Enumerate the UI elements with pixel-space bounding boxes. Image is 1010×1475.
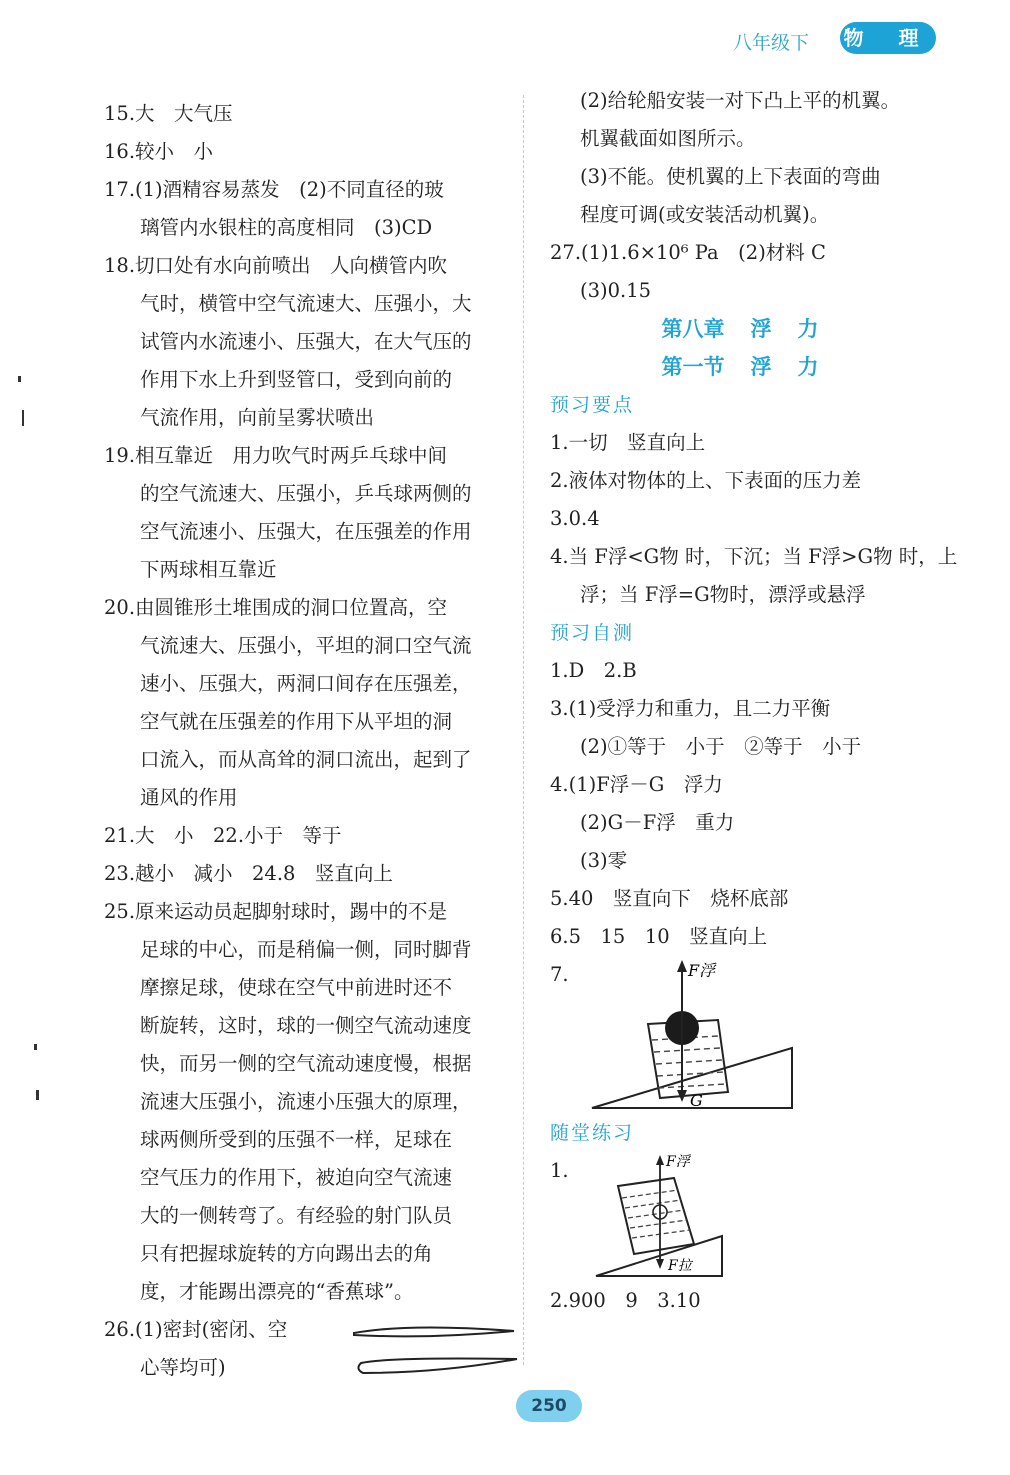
answer-line: 浮；当 F浮=G物时，漂浮或悬浮 [580,583,866,606]
answer-line: 23.越小 减小 24.8 竖直向上 [104,862,393,885]
answer-line: 16.较小 小 [104,140,214,163]
beaker [618,1178,694,1254]
answer-line: 空气流速小、压强大，在压强差的作用 [140,520,472,543]
answer-line: 通风的作用 [140,786,238,809]
answer-line: 1. [550,1159,569,1182]
answer-line: 7. [550,963,569,986]
answer-line: 口流入，而从高耸的洞口流出，起到了 [140,748,472,771]
incline [596,1236,722,1276]
left-answer-column [104,95,524,1387]
section-title: 第一节 浮 力 [661,355,819,379]
answer-line: 程度可调(或安装活动机翼)。 [580,203,830,226]
answer-line: 球两侧所受到的压强不一样，足球在 [140,1128,453,1151]
wing-cross-section-figure [349,1319,519,1379]
answer-line: 流速大压强小，流速小压强大的原理， [140,1090,472,1113]
answer-line: 试管内水流速小、压强大，在大气压的 [140,330,472,353]
answer-line: (3)0.15 [580,279,652,302]
buoyancy-label: F浮 [688,961,716,980]
answer-line: 断旋转，这时，球的一侧空气流动速度 [140,1014,472,1037]
answer-line: 17.(1)酒精容易蒸发 (2)不同直径的玻 [104,178,444,201]
header-subject-badge: 物 理 [840,22,936,54]
buoyancy-figure-7 [586,956,796,1116]
answer-line: (2)G－F浮 重力 [580,811,735,834]
answer-line: 快，而另一侧的空气流动速度慢，根据 [140,1052,472,1075]
answer-line: 25.原来运动员起脚射球时，踢中的不是 [104,900,448,923]
buoyancy-label: F浮 [666,1154,690,1170]
gravity-label: G [690,1091,703,1110]
self-test-heading: 预习自测 [550,622,635,644]
scan-mark [34,1044,37,1050]
answer-line: 心等均可) [140,1356,226,1379]
answer-line: 的空气流速大、压强小，乒乓球两侧的 [140,482,472,505]
tension-label: F拉 [668,1258,692,1274]
answer-line: 1.一切 竖直向上 [550,431,706,454]
answer-line: 速小、压强大，两洞口间存在压强差， [140,672,472,695]
answer-line: 气流速大、压强小，平坦的洞口空气流 [140,634,472,657]
scan-mark [36,1090,39,1100]
scan-mark [22,410,24,426]
answer-line: 2.液体对物体的上、下表面的压力差 [550,469,862,492]
chapter-title: 第八章 浮 力 [661,317,819,341]
scan-mark [18,376,21,382]
answer-line: 27.(1)1.6×10⁶ Pa (2)材料 C [550,241,826,264]
answer-line: 19.相互靠近 用力吹气时两乒乓球中间 [104,444,448,467]
answer-line: 璃管内水银柱的高度相同 (3)CD [140,216,433,239]
buoyancy-figure-practice [590,1152,730,1280]
practice-heading: 随堂练习 [550,1122,635,1144]
answer-line: 18.切口处有水向前喷出 人向横管内吹 [104,254,448,277]
answer-line: 3.0.4 [550,507,600,530]
answer-line: 只有把握球旋转的方向踢出去的角 [140,1242,433,1265]
answer-line: 4.(1)F浮－G 浮力 [550,773,723,796]
answer-line: (3)零 [580,849,628,872]
answer-line: 作用下水上升到竖管口，受到向前的 [140,368,453,391]
answer-line: 气时，横管中空气流速大、压强小，大 [140,292,472,315]
answer-line: 足球的中心，而是稍偏一侧，同时脚背 [140,938,472,961]
answer-line: 空气就在压强差的作用下从平坦的洞 [140,710,453,733]
answer-line: 15.大 大气压 [104,102,233,125]
answer-line: 5.40 竖直向下 烧杯底部 [550,887,789,910]
answer-line: (2)给轮船安装一对下凸上平的机翼。 [580,89,901,112]
answer-line: 4.当 F浮<G物 时，下沉；当 F浮>G物 时，上 [550,545,958,568]
answer-line: 21.大 小 22.小于 等于 [104,824,342,847]
right-answer-column [550,82,960,1320]
answer-line: 大的一侧转弯了。有经验的射门队员 [140,1204,453,1227]
answer-line: 下两球相互靠近 [140,558,277,581]
answer-line: (3)不能。使机翼的上下表面的弯曲 [580,165,881,188]
answer-line: 26.(1)密封(密闭、空 [104,1318,288,1341]
page-number-badge: 250 [516,1390,582,1422]
answer-line: 6.5 15 10 竖直向上 [550,925,768,948]
answer-line: 机翼截面如图所示。 [580,127,756,150]
answer-line: 20.由圆锥形土堆围成的洞口位置高，空 [104,596,448,619]
wing-upper [354,1327,514,1336]
answer-line: 摩擦足球，使球在空气中前进时还不 [140,976,453,999]
wing-lower [358,1359,517,1374]
answer-line: 1.D 2.B [550,659,637,682]
answer-line: 气流作用，向前呈雾状喷出 [140,406,375,429]
answer-line: 3.(1)受浮力和重力，且二力平衡 [550,697,831,720]
answer-line: 空气压力的作用下，被迫向空气流速 [140,1166,453,1189]
answer-line: 2.900 9 3.10 [550,1289,701,1312]
answer-line: 度，才能踢出漂亮的“香蕉球”。 [140,1280,414,1303]
preview-points-heading: 预习要点 [550,394,635,416]
answer-line: (2)①等于 小于 ②等于 小于 [580,735,862,758]
header-grade: 八年级下 [733,32,810,54]
